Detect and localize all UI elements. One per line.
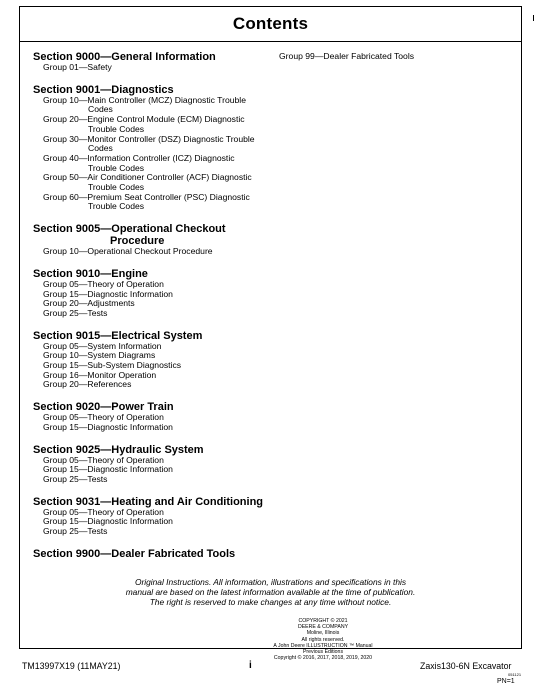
group-text: Group 05—Theory of Operation [43,506,164,517]
group-text: Group 20—Engine Control Module (ECM) Diagnostic [43,114,245,125]
note-line: manual are based on the latest information available at the time of publication. [125,587,416,597]
group-text: Group 05—System Information [43,340,162,351]
group-text-continued: Trouble Codes [88,162,145,173]
page-title: Contents [232,14,309,33]
group-text: Group 60—Premium Seat Controller (PSC) Diagnostic [43,191,250,202]
corner-mark [533,15,540,21]
section-title-text: Section 9900—Dealer Fabricated Tools [33,547,236,560]
copyright-line: COPYRIGHT © 2021 [298,618,348,624]
contents-left-column [33,51,283,571]
group-text-continued: Trouble Codes [88,123,145,134]
group-text: Group 15—Diagnostic Information [43,516,173,527]
group-link[interactable] [33,380,283,390]
group-text: Group 99—Dealer Fabricated Tools [279,51,415,61]
contents-right-column [279,52,509,62]
group-text: Group 15—Diagnostic Information [43,288,173,299]
group-text: Group 10—System Diagrams [43,350,156,361]
note-line: Original Instructions. All information, illustrations and specifications in this [134,577,407,587]
group-text-continued: Codes [88,143,113,154]
group-text: Group 15—Diagnostic Information [43,421,173,432]
group-text-continued: Trouble Codes [88,182,145,193]
section-title-text: Section 9005—Operational Checkout [33,223,226,236]
section-title-text: Section 9010—Engine [33,267,148,280]
group-text: Group 15—Diagnostic Information [43,464,173,475]
group-text: Group 30—Monitor Controller (DSZ) Diagnostic Trouble [43,133,255,144]
toc-section [33,84,283,212]
group-text: Group 20—References [43,379,132,390]
original-instructions-note [20,577,521,607]
section-title-continued: Procedure [110,235,165,248]
toc-section [33,223,283,257]
group-link[interactable] [33,96,283,115]
group-text: Group 01—Safety [43,62,112,72]
group-text: Group 25—Tests [43,473,108,484]
section-title-text: Section 9031—Heating and Air Conditioning [33,495,264,508]
toc-section [33,548,283,560]
group-link[interactable] [33,527,283,537]
document-id: TM13997X19 (11MAY21) [22,661,121,671]
group-link[interactable] [33,63,283,73]
group-text: Group 05—Theory of Operation [43,278,164,289]
copyright-line: Previous Editions [302,649,344,656]
group-link[interactable] [33,115,283,134]
group-text-continued: Trouble Codes [88,201,145,212]
copyright-line: DEERE & COMPANY [297,624,349,631]
group-link[interactable] [33,475,283,485]
page-number: i [249,660,252,671]
group-text: Group 50—Air Conditioner Controller (ACF) Diagnostic [43,172,252,183]
group-text: Group 20—Adjustments [43,298,135,309]
group-text: Group 16—Monitor Operation [43,369,157,380]
section-title-link[interactable] [33,548,283,560]
group-link[interactable] [33,154,283,173]
group-link[interactable] [33,247,283,257]
group-text: Group 05—Theory of Operation [43,454,164,465]
copyright-line: Moline, Illinois [306,630,340,637]
section-title-text: Section 9025—Hydraulic System [33,443,204,456]
toc-section [33,444,283,485]
toc-section [33,401,283,432]
group-text: Group 15—Sub-System Diagnostics [43,360,182,371]
group-text: Group 05—Theory of Operation [43,412,164,423]
group-link[interactable] [33,193,283,212]
section-title-link[interactable] [33,223,283,247]
section-title-text: Section 9020—Power Train [33,401,174,414]
toc-section [33,496,283,537]
group-text: Group 10—Main Controller (MCZ) Diagnostic Trouble [43,94,246,105]
group-link[interactable] [33,135,283,154]
toc-section [33,268,283,319]
machine-model: Zaxis130-6N Excavator [420,661,512,671]
page-frame [19,6,522,662]
section-title-text: Section 9015—Electrical System [33,329,203,342]
group-text: Group 25—Tests [43,526,108,537]
section-title-text: Section 9001—Diagnostics [33,83,174,96]
note-line: The right is reserved to make changes at any time without notice. [149,597,392,607]
section-title-text: Section 9000—General Information [33,51,216,63]
copyright-block [253,618,393,661]
toc-section [33,330,283,391]
small-code: 051121 [508,672,522,677]
group-link[interactable] [33,173,283,192]
toc-section [33,51,283,73]
group-link[interactable] [279,52,509,62]
group-text: Group 40—Information Controller (ICZ) Diagnostic [43,152,235,163]
group-text: Group 25—Tests [43,307,108,318]
group-link[interactable] [33,423,283,433]
copyright-line: A John Deere ILLUSTRUCTION ™ Manual [273,642,373,649]
copyright-line: Copyright © 2016, 2017, 2018, 2019, 2020 [273,655,373,662]
group-text-continued: Codes [88,104,113,115]
group-link[interactable] [33,309,283,319]
group-text: Group 10—Operational Checkout Procedure [43,246,213,257]
pn-label: PN=1 [497,678,515,685]
title-bar [20,7,521,42]
copyright-line: All rights reserved. [301,636,345,643]
